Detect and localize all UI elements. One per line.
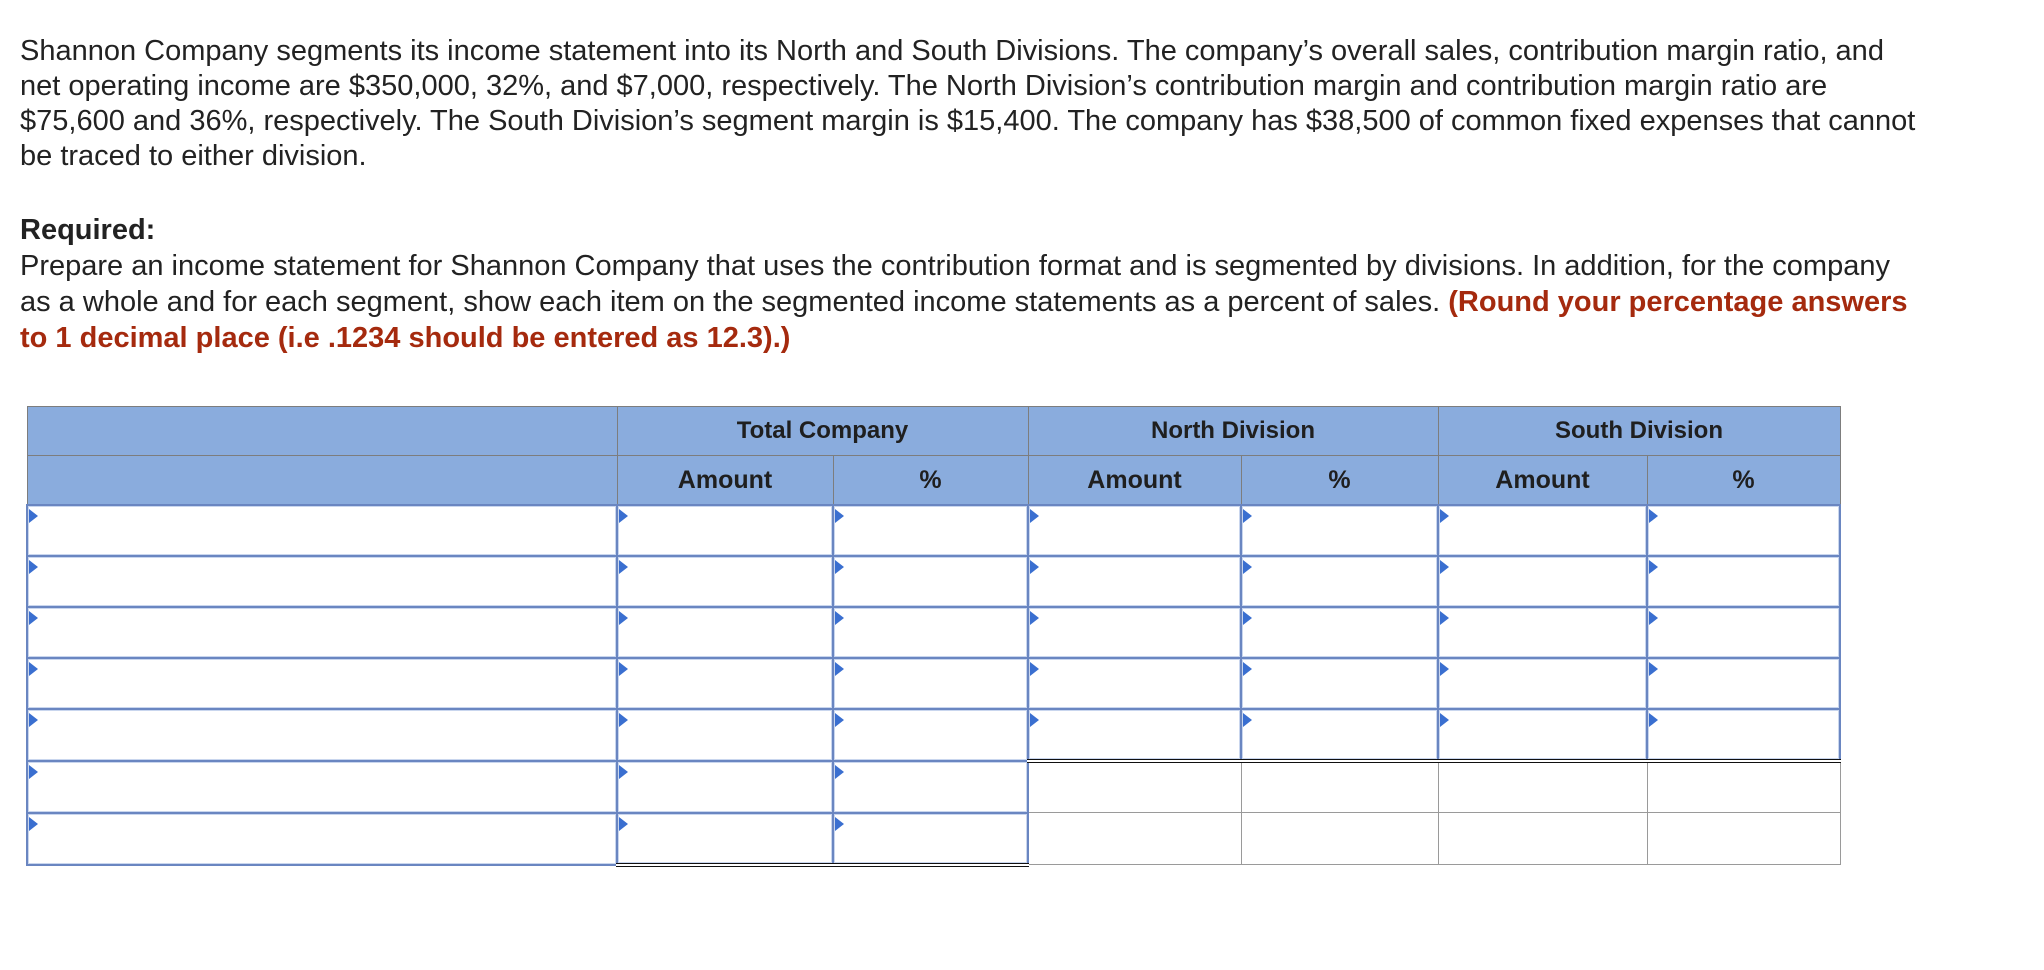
- total-percent-input[interactable]: [834, 557, 1027, 606]
- dropdown-marker-icon: [29, 713, 38, 727]
- subheader-total-amount: Amount: [617, 456, 833, 506]
- header-north-division: North Division: [1028, 407, 1438, 456]
- dropdown-marker-icon: [1440, 713, 1449, 727]
- north-percent-cell[interactable]: [1241, 709, 1438, 761]
- south-percent-cell[interactable]: [1647, 556, 1840, 607]
- total-amount-cell[interactable]: [617, 607, 833, 658]
- dropdown-marker-icon: [1243, 713, 1252, 727]
- total-amount-cell[interactable]: [617, 658, 833, 709]
- north-amount-cell[interactable]: [1028, 709, 1241, 761]
- total-amount-input[interactable]: [618, 557, 832, 606]
- dropdown-marker-icon: [1030, 713, 1039, 727]
- south-percent-input[interactable]: [1648, 710, 1839, 759]
- dropdown-marker-icon: [619, 560, 628, 574]
- row-label-input[interactable]: [28, 659, 616, 708]
- total-percent-cell[interactable]: [833, 607, 1028, 658]
- empty-cell: [1438, 761, 1647, 813]
- row-label-input[interactable]: [28, 710, 616, 760]
- total-amount-cell[interactable]: [617, 761, 833, 813]
- row-label-dropdown[interactable]: [27, 709, 617, 761]
- empty-cell: [1647, 761, 1840, 813]
- total-percent-input[interactable]: [834, 710, 1027, 760]
- total-amount-input[interactable]: [618, 762, 832, 812]
- north-percent-cell[interactable]: [1241, 658, 1438, 709]
- problem-paragraph: Shannon Company segments its income statement into its North and South Divisions. The company’s overall sales, contribution margin ratio, and net operating income are $350,000, 32%, and $7,000, respectively. The North Division’s contribution margin and contribution margin ratio are $75,600 and 36%, respectively. The South Division’s segment margin is $15,400. The company has $38,500 of common fixed expenses that cannot be traced to either division.: [20, 35, 1916, 172]
- south-amount-cell[interactable]: [1438, 607, 1647, 658]
- south-percent-input[interactable]: [1648, 557, 1839, 606]
- table-row: [27, 607, 1840, 658]
- required-heading: Required:: [20, 214, 156, 246]
- header-south-division: South Division: [1438, 407, 1840, 456]
- required-section: [20, 212, 1920, 356]
- header-total-company: Total Company: [617, 407, 1028, 456]
- dropdown-marker-icon: [835, 713, 844, 727]
- total-amount-cell[interactable]: [617, 709, 833, 761]
- south-amount-input[interactable]: [1439, 710, 1646, 759]
- total-amount-input[interactable]: [618, 608, 832, 657]
- south-percent-cell[interactable]: [1647, 658, 1840, 709]
- dropdown-marker-icon: [1030, 611, 1039, 625]
- north-amount-input[interactable]: [1029, 557, 1240, 606]
- north-amount-input[interactable]: [1029, 659, 1240, 708]
- empty-cell: [1241, 761, 1438, 813]
- dropdown-marker-icon: [835, 662, 844, 676]
- north-percent-input[interactable]: [1242, 506, 1437, 555]
- row-label-input[interactable]: [28, 557, 616, 606]
- dropdown-marker-icon: [619, 611, 628, 625]
- total-percent-input[interactable]: [834, 506, 1027, 555]
- empty-cell: [1241, 813, 1438, 865]
- dropdown-marker-icon: [1030, 662, 1039, 676]
- north-percent-input[interactable]: [1242, 557, 1437, 606]
- row-label-dropdown[interactable]: [27, 556, 617, 607]
- total-percent-cell[interactable]: [833, 709, 1028, 761]
- row-label-dropdown[interactable]: [27, 658, 617, 709]
- subheader-south-amount: Amount: [1438, 456, 1647, 506]
- row-label-dropdown[interactable]: [27, 761, 617, 813]
- dropdown-marker-icon: [1243, 560, 1252, 574]
- total-percent-cell[interactable]: [833, 658, 1028, 709]
- table-row: [27, 761, 1840, 813]
- dropdown-marker-icon: [835, 611, 844, 625]
- north-amount-cell[interactable]: [1028, 556, 1241, 607]
- north-amount-cell[interactable]: [1028, 658, 1241, 709]
- dropdown-marker-icon: [1243, 509, 1252, 523]
- north-percent-input[interactable]: [1242, 608, 1437, 657]
- dropdown-marker-icon: [29, 817, 38, 831]
- dropdown-marker-icon: [1649, 560, 1658, 574]
- row-label-input[interactable]: [28, 762, 616, 812]
- south-percent-cell[interactable]: [1647, 505, 1840, 556]
- south-percent-input[interactable]: [1648, 506, 1839, 555]
- dropdown-marker-icon: [835, 560, 844, 574]
- total-percent-cell[interactable]: [833, 556, 1028, 607]
- north-percent-cell[interactable]: [1241, 505, 1438, 556]
- empty-cell: [1028, 813, 1241, 865]
- dropdown-marker-icon: [1030, 560, 1039, 574]
- table-row: [27, 556, 1840, 607]
- header-label-blank: [27, 407, 617, 456]
- total-percent-cell[interactable]: [833, 813, 1028, 865]
- dropdown-marker-icon: [1649, 713, 1658, 727]
- subheader-north-amount: Amount: [1028, 456, 1241, 506]
- dropdown-marker-icon: [29, 611, 38, 625]
- south-percent-input[interactable]: [1648, 659, 1839, 708]
- dropdown-marker-icon: [1649, 611, 1658, 625]
- segmented-income-worksheet: [26, 406, 1841, 867]
- total-percent-input[interactable]: [834, 659, 1027, 708]
- south-amount-input[interactable]: [1439, 659, 1646, 708]
- dropdown-marker-icon: [1649, 662, 1658, 676]
- north-amount-input[interactable]: [1029, 710, 1240, 759]
- empty-cell: [1438, 813, 1647, 865]
- total-amount-cell[interactable]: [617, 556, 833, 607]
- row-label-input[interactable]: [28, 814, 616, 864]
- total-percent-input[interactable]: [834, 814, 1027, 863]
- subheader-label-blank: [27, 456, 617, 506]
- dropdown-marker-icon: [619, 765, 628, 779]
- south-amount-input[interactable]: [1439, 557, 1646, 606]
- table-row: [27, 505, 1840, 556]
- total-percent-input[interactable]: [834, 608, 1027, 657]
- row-label-dropdown[interactable]: [27, 607, 617, 658]
- north-percent-input[interactable]: [1242, 659, 1437, 708]
- table-row: [27, 709, 1840, 761]
- north-amount-cell[interactable]: [1028, 505, 1241, 556]
- dropdown-marker-icon: [1440, 611, 1449, 625]
- south-amount-input[interactable]: [1439, 608, 1646, 657]
- total-amount-input[interactable]: [618, 659, 832, 708]
- north-amount-input[interactable]: [1029, 608, 1240, 657]
- north-percent-cell[interactable]: [1241, 556, 1438, 607]
- row-label-dropdown[interactable]: [27, 505, 617, 556]
- dropdown-marker-icon: [1440, 662, 1449, 676]
- dropdown-marker-icon: [1440, 509, 1449, 523]
- total-amount-cell[interactable]: [617, 505, 833, 556]
- dropdown-marker-icon: [1030, 509, 1039, 523]
- table-row: [27, 813, 1840, 865]
- dropdown-marker-icon: [619, 662, 628, 676]
- south-amount-cell[interactable]: [1438, 505, 1647, 556]
- table-row: [27, 658, 1840, 709]
- dropdown-marker-icon: [29, 765, 38, 779]
- south-percent-cell[interactable]: [1647, 607, 1840, 658]
- row-label-input[interactable]: [28, 608, 616, 657]
- dropdown-marker-icon: [29, 662, 38, 676]
- dropdown-marker-icon: [835, 509, 844, 523]
- south-amount-cell[interactable]: [1438, 658, 1647, 709]
- dropdown-marker-icon: [1243, 611, 1252, 625]
- problem-statement: [20, 34, 1920, 174]
- south-amount-cell[interactable]: [1438, 556, 1647, 607]
- dropdown-marker-icon: [835, 765, 844, 779]
- dropdown-marker-icon: [619, 509, 628, 523]
- rounding-note: (Round your percentage answers to 1 decimal place (i.e .1234 should be entered as 12.3).): [20, 286, 1908, 354]
- row-label-input[interactable]: [28, 506, 616, 555]
- south-amount-input[interactable]: [1439, 506, 1646, 555]
- total-amount-input[interactable]: [618, 814, 832, 863]
- north-percent-cell[interactable]: [1241, 607, 1438, 658]
- dropdown-marker-icon: [835, 817, 844, 831]
- subheader-total-percent: %: [833, 456, 1028, 506]
- required-text: Prepare an income statement for Shannon Company that uses the contribution format and is segmented by divisions. In addition, for the company as a whole and for each segment, show each item on the segmented income statements as a percent of sales.: [20, 250, 1890, 318]
- dropdown-marker-icon: [1440, 560, 1449, 574]
- south-percent-cell[interactable]: [1647, 709, 1840, 761]
- total-percent-input[interactable]: [834, 762, 1027, 812]
- empty-cell: [1647, 813, 1840, 865]
- dropdown-marker-icon: [619, 817, 628, 831]
- dropdown-marker-icon: [619, 713, 628, 727]
- total-percent-cell[interactable]: [833, 505, 1028, 556]
- dropdown-marker-icon: [29, 509, 38, 523]
- north-amount-input[interactable]: [1029, 506, 1240, 555]
- north-percent-input[interactable]: [1242, 710, 1437, 759]
- empty-cell: [1028, 761, 1241, 813]
- dropdown-marker-icon: [1649, 509, 1658, 523]
- south-amount-cell[interactable]: [1438, 709, 1647, 761]
- total-amount-cell[interactable]: [617, 813, 833, 865]
- subheader-north-percent: %: [1241, 456, 1438, 506]
- required-instructions: [20, 248, 1920, 356]
- north-amount-cell[interactable]: [1028, 607, 1241, 658]
- subheader-south-percent: %: [1647, 456, 1840, 506]
- total-amount-input[interactable]: [618, 506, 832, 555]
- total-percent-cell[interactable]: [833, 761, 1028, 813]
- dropdown-marker-icon: [1243, 662, 1252, 676]
- south-percent-input[interactable]: [1648, 608, 1839, 657]
- total-amount-input[interactable]: [618, 710, 832, 760]
- dropdown-marker-icon: [29, 560, 38, 574]
- row-label-dropdown[interactable]: [27, 813, 617, 865]
